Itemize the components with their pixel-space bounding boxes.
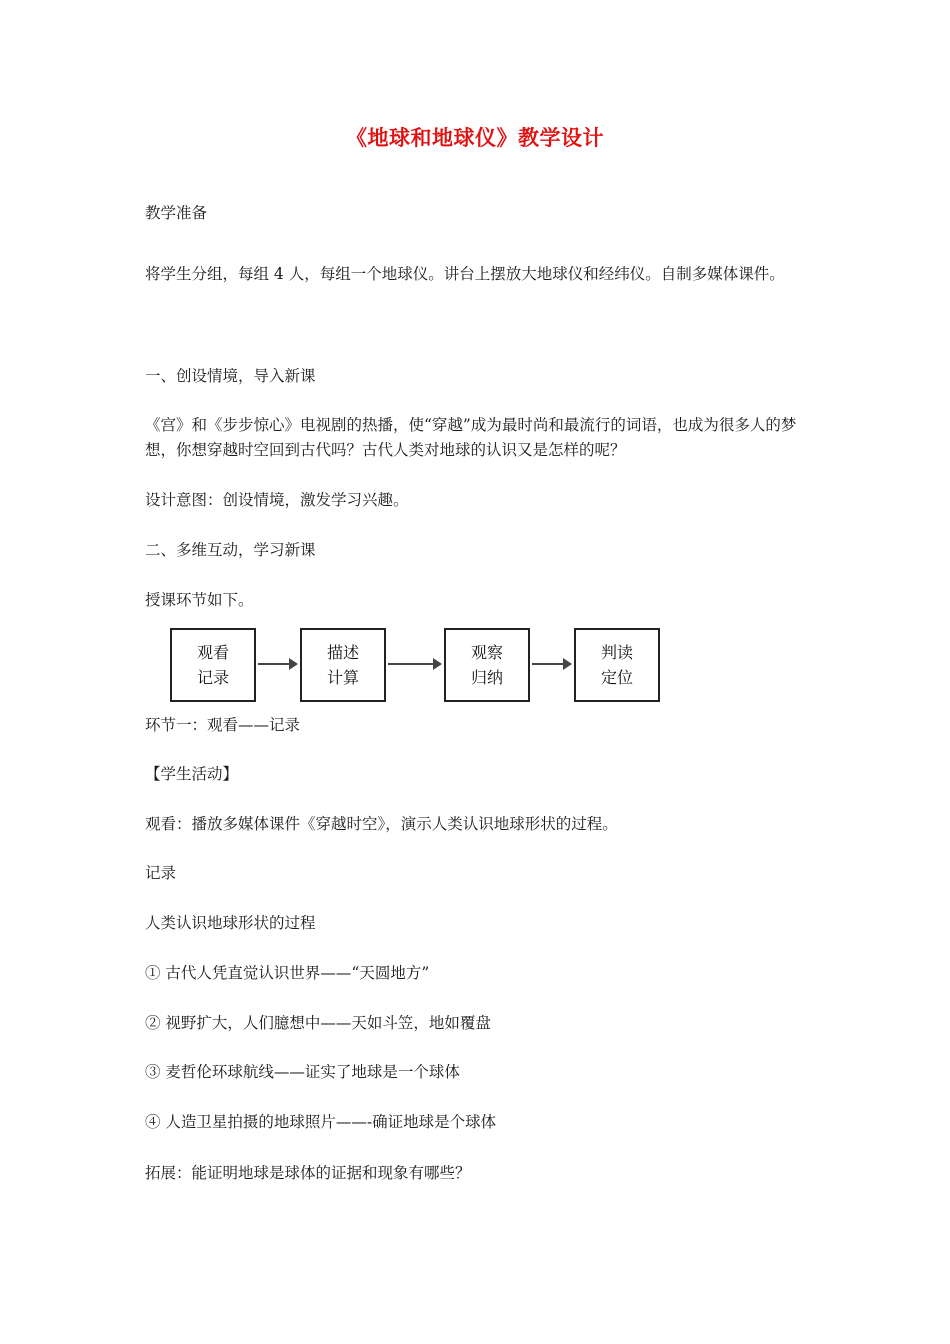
flow-step-line2: 记录	[196, 668, 229, 687]
section1-heading: 一、创设情境，导入新课	[145, 367, 316, 385]
flow-step-describe-calc	[300, 628, 386, 702]
student-activity-label: 【学生活动】	[145, 765, 239, 783]
flow-step-line2: 归纳	[470, 668, 503, 687]
flow-step-line1: 描述	[326, 643, 359, 662]
flow-step-watch-record	[170, 628, 256, 702]
flow-step-line2: 计算	[326, 668, 359, 687]
lesson-flow-diagram	[170, 626, 665, 706]
process-item: ② 视野扩大，人们臆想中——天如斗笠，地如覆盘	[145, 1014, 491, 1032]
section1-text: 《宫》和《步步惊心》电视剧的热播，使“穿越”成为最时尚和最流行的词语，也成为很多人的梦想，你想穿越时空回到古代吗？古代人类对地球的认识又是怎样的呢？	[145, 416, 797, 459]
process-item: ① 古代人凭直觉认识世界——“天圆地方”	[145, 964, 430, 982]
flow-arrow	[258, 663, 296, 665]
flow-arrow	[388, 663, 440, 665]
section1-intent: 设计意图：创设情境，激发学习兴趣。	[145, 491, 409, 509]
section2-intro: 授课环节如下。	[145, 591, 254, 609]
flow-arrow	[532, 663, 570, 665]
watch-text: 观看：播放多媒体课件《穿越时空》，演示人类认识地球形状的过程。	[145, 815, 618, 833]
record-label: 记录	[145, 864, 177, 882]
flow-step-observe-summarize	[444, 628, 530, 702]
prep-text: 将学生分组，每组 4 人，每组一个地球仪。讲台上摆放大地球仪和经纬仪。自制多媒体课件。	[145, 265, 785, 283]
document-title: 《地球和地球仪》教学设计	[346, 126, 604, 150]
section2-heading: 二、多维互动，学习新课	[145, 541, 316, 559]
flow-step-line1: 观看	[196, 643, 229, 662]
process-item: ③ 麦哲伦环球航线——证实了地球是一个球体	[145, 1063, 460, 1081]
flow-step-line2: 定位	[600, 668, 633, 687]
process-item: ④ 人造卫星拍摄的地球照片——-确证地球是个球体	[145, 1113, 497, 1131]
process-heading: 人类认识地球形状的过程	[145, 914, 316, 932]
flow-step-read-locate	[574, 628, 660, 702]
flow-step-line1: 观察	[470, 643, 503, 662]
prep-heading: 教学准备	[145, 204, 208, 222]
step1-heading: 环节一：观看——记录	[145, 716, 301, 734]
flow-step-line1: 判读	[600, 643, 633, 662]
extension-text: 拓展：能证明地球是球体的证据和现象有哪些？	[145, 1164, 471, 1182]
